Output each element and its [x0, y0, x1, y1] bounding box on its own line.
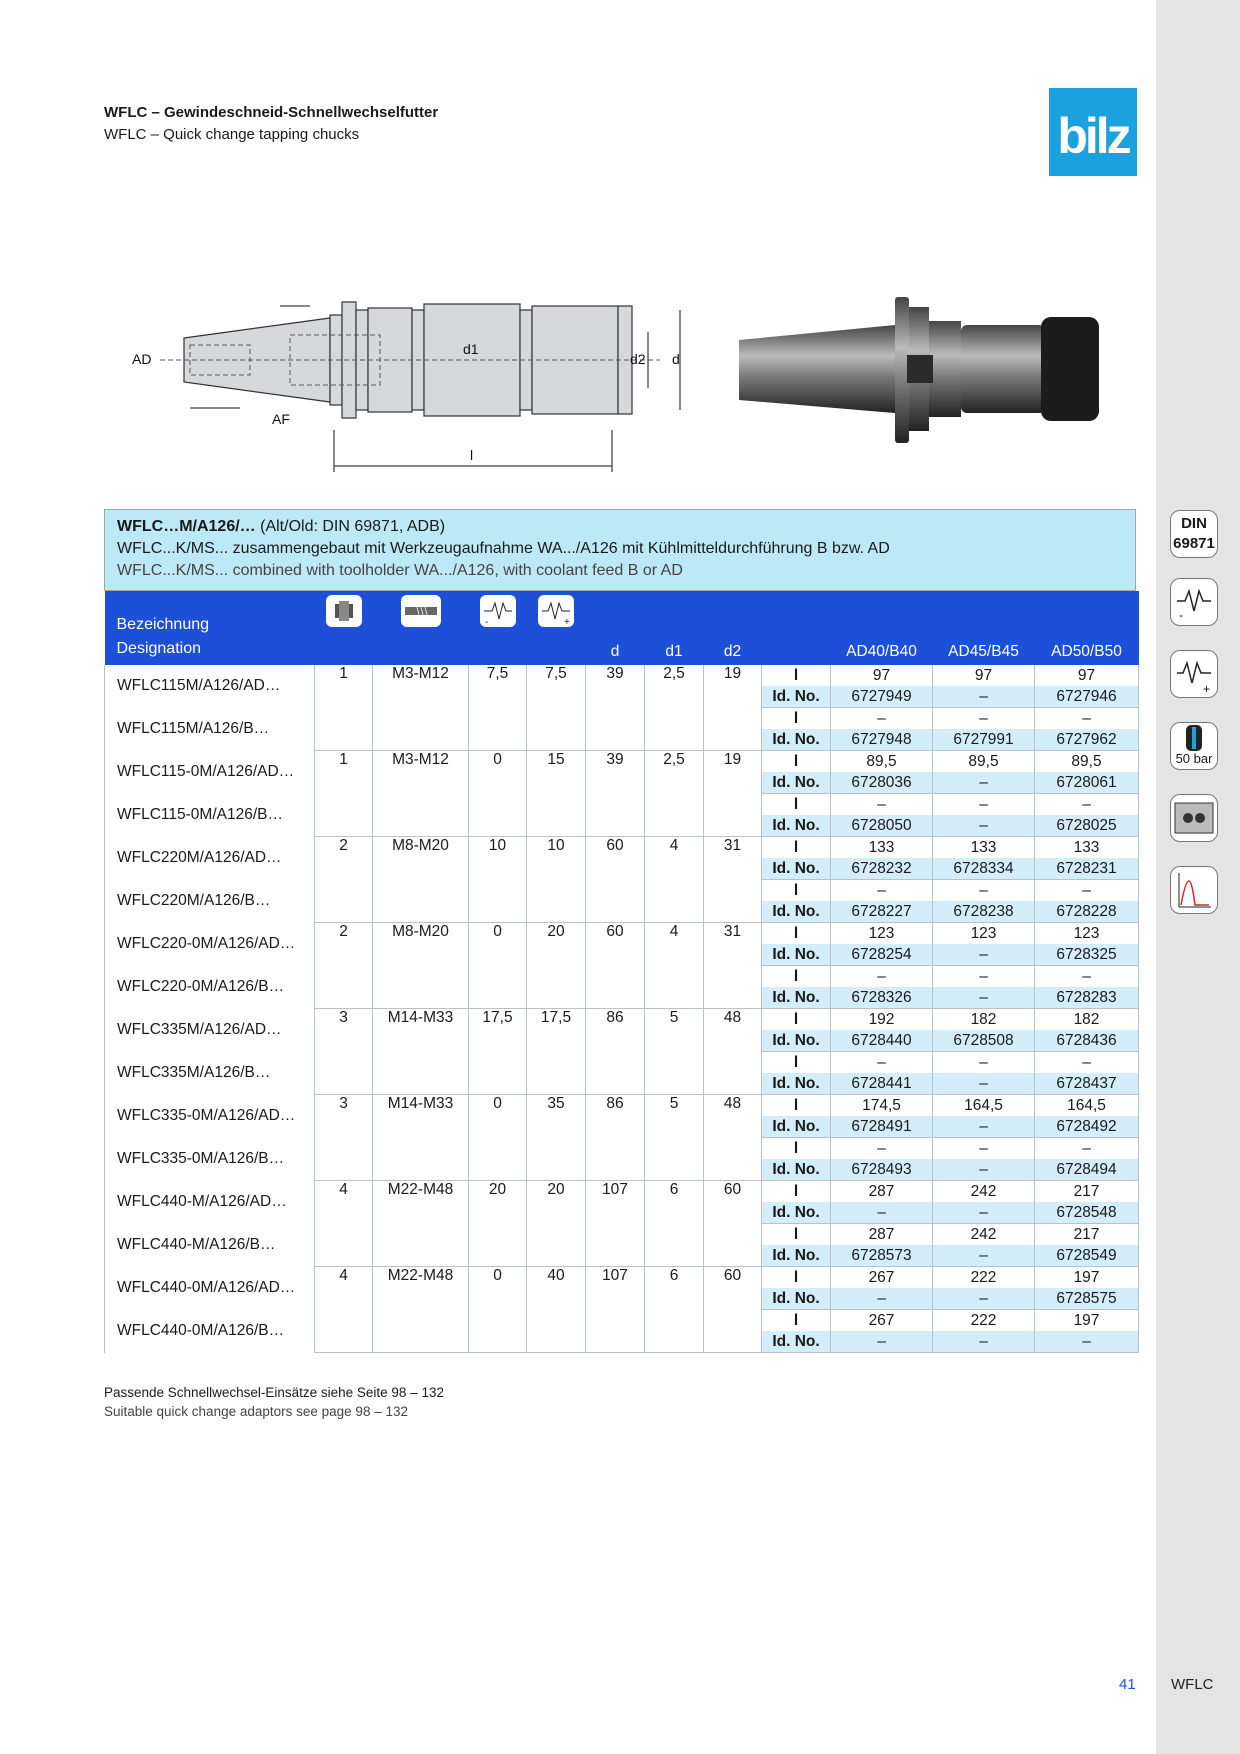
value-cell: –	[933, 708, 1035, 730]
range-cell: M8-M20	[373, 923, 469, 1009]
size-cell: 1	[315, 751, 373, 837]
value-cell: –	[831, 1331, 933, 1353]
d1-cell: 6	[645, 1181, 704, 1267]
id-no-label: Id. No.	[762, 1331, 831, 1353]
value-cell: 6728549	[1035, 1245, 1139, 1267]
value-cell: –	[831, 1288, 933, 1310]
value-cell: –	[933, 815, 1035, 837]
d2-cell: 48	[704, 1095, 762, 1181]
designation-header-en: Designation	[116, 640, 201, 657]
size-cell: 2	[315, 923, 373, 1009]
spec-old-ref: (Alt/Old: DIN 69871, ADB)	[255, 518, 446, 535]
designation-cell: WFLC220M/A126/B…	[105, 880, 315, 923]
exp-cell: 35	[527, 1095, 586, 1181]
label-ad: AD	[132, 351, 152, 367]
d1-cell: 2,5	[645, 751, 704, 837]
compression-icon	[1170, 578, 1218, 626]
title-de: WFLC – Gewindeschneid-Schnellwechselfutter	[104, 104, 439, 121]
length-label: l	[762, 966, 831, 988]
product-table	[104, 591, 1139, 1353]
length-label: l	[762, 1267, 831, 1289]
range-cell: M3-M12	[373, 751, 469, 837]
designation-header	[105, 591, 315, 665]
d-cell: 107	[586, 1181, 645, 1267]
exp-cell: 20	[527, 1181, 586, 1267]
title-en: WFLC – Quick change tapping chucks	[104, 126, 360, 143]
compression-icon	[480, 595, 516, 627]
bearing-icon	[1170, 794, 1218, 842]
table-row	[105, 1009, 1139, 1031]
value-cell: 6728036	[831, 772, 933, 794]
length-label: l	[762, 1310, 831, 1332]
value-cell: 6728436	[1035, 1030, 1139, 1052]
range-cell: M8-M20	[373, 837, 469, 923]
size-header	[315, 591, 373, 665]
d1-cell: 5	[645, 1095, 704, 1181]
length-label: l	[762, 1095, 831, 1117]
d1-cell: 4	[645, 837, 704, 923]
value-cell: 89,5	[831, 751, 933, 773]
d-cell: 39	[586, 665, 645, 751]
table-row	[105, 665, 1139, 686]
value-cell: 197	[1035, 1267, 1139, 1289]
d2-cell: 19	[704, 751, 762, 837]
product-table-body	[105, 665, 1139, 1353]
value-cell: 6727962	[1035, 729, 1139, 751]
value-cell: 217	[1035, 1224, 1139, 1246]
d2-header: d2	[704, 591, 762, 665]
range-header	[373, 591, 469, 665]
value-cell: 6727948	[831, 729, 933, 751]
value-cell: 6728227	[831, 901, 933, 923]
value-cell: –	[831, 1138, 933, 1160]
d-cell: 86	[586, 1009, 645, 1095]
designation-cell: WFLC220M/A126/AD…	[105, 837, 315, 880]
tap-icon	[401, 595, 441, 627]
length-label: l	[762, 1009, 831, 1031]
svg-text:-: -	[484, 617, 488, 627]
designation-cell: WFLC220-0M/A126/B…	[105, 966, 315, 1009]
value-cell: 6728334	[933, 858, 1035, 880]
value-cell: –	[933, 944, 1035, 966]
id-no-label: Id. No.	[762, 1030, 831, 1052]
comp-cell: 0	[469, 1267, 527, 1353]
table-row	[105, 1095, 1139, 1117]
value-cell: 97	[1035, 665, 1139, 686]
length-label: l	[762, 880, 831, 902]
d-cell: 39	[586, 751, 645, 837]
value-cell: 6728491	[831, 1116, 933, 1138]
value-cell: –	[933, 966, 1035, 988]
designation-cell: WFLC115-0M/A126/AD…	[105, 751, 315, 794]
designation-cell: WFLC335-0M/A126/B…	[105, 1138, 315, 1181]
value-cell: 267	[831, 1267, 933, 1289]
compression-header	[469, 591, 527, 665]
id-no-label: Id. No.	[762, 944, 831, 966]
table-row	[105, 1267, 1139, 1289]
value-cell: –	[933, 772, 1035, 794]
designation-cell: WFLC335M/A126/AD…	[105, 1009, 315, 1052]
label-header	[762, 591, 831, 665]
d2-cell: 60	[704, 1181, 762, 1267]
value-cell: 6728492	[1035, 1116, 1139, 1138]
d2-cell: 60	[704, 1267, 762, 1353]
designation-cell: WFLC115M/A126/AD…	[105, 665, 315, 708]
value-cell: 217	[1035, 1181, 1139, 1203]
spec-desc-de: WFLC...K/MS... zusammengebaut mit Werkzeugaufnahme WA.../A126 mit Kühlmitteldurchführung B bzw. AD	[117, 540, 890, 557]
value-cell: 267	[831, 1310, 933, 1332]
id-no-label: Id. No.	[762, 987, 831, 1009]
din-badge	[1170, 510, 1218, 558]
value-cell: –	[831, 794, 933, 816]
length-label: l	[762, 665, 831, 686]
value-cell: –	[933, 1288, 1035, 1310]
value-cell: 6728061	[1035, 772, 1139, 794]
length-label: l	[762, 751, 831, 773]
din-line1: DIN	[1181, 515, 1207, 532]
comp-cell: 0	[469, 923, 527, 1009]
length-label: l	[762, 1138, 831, 1160]
size-cell: 2	[315, 837, 373, 923]
comp-cell: 20	[469, 1181, 527, 1267]
designation-cell: WFLC440-0M/A126/B…	[105, 1310, 315, 1353]
expansion-header	[527, 591, 586, 665]
comp-cell: 10	[469, 837, 527, 923]
comp-cell: 17,5	[469, 1009, 527, 1095]
designation-cell: WFLC115M/A126/B…	[105, 708, 315, 751]
expansion-icon	[1170, 650, 1218, 698]
id-no-label: Id. No.	[762, 1288, 831, 1310]
ad40-header: AD40/B40	[831, 591, 933, 665]
designation-cell: WFLC440-M/A126/AD…	[105, 1181, 315, 1224]
value-cell: 97	[933, 665, 1035, 686]
bilz-logo: bilz	[1049, 88, 1137, 176]
length-label: l	[762, 837, 831, 859]
size-cell: 3	[315, 1095, 373, 1181]
svg-text:+: +	[564, 617, 570, 627]
value-cell: 133	[1035, 837, 1139, 859]
value-cell: 6728494	[1035, 1159, 1139, 1181]
value-cell: –	[933, 1202, 1035, 1224]
size-cell: 1	[315, 665, 373, 751]
length-label: l	[762, 923, 831, 945]
value-cell: 97	[831, 665, 933, 686]
footnote-de: Passende Schnellwechsel-Einsätze siehe Seite 98 – 132	[104, 1385, 444, 1400]
value-cell: 6728326	[831, 987, 933, 1009]
value-cell: 6728238	[933, 901, 1035, 923]
d2-cell: 31	[704, 923, 762, 1009]
value-cell: –	[1035, 794, 1139, 816]
value-cell: –	[933, 1116, 1035, 1138]
designation-cell: WFLC115-0M/A126/B…	[105, 794, 315, 837]
value-cell: –	[933, 1052, 1035, 1074]
range-cell: M14-M33	[373, 1009, 469, 1095]
ad50-header: AD50/B50	[1035, 591, 1139, 665]
range-cell: M22-M48	[373, 1181, 469, 1267]
table-row	[105, 923, 1139, 945]
value-cell: 89,5	[933, 751, 1035, 773]
size-icon	[326, 595, 362, 627]
id-no-label: Id. No.	[762, 1116, 831, 1138]
spec-desc-en: WFLC...K/MS... combined with toolholder WA.../A126, with coolant feed B or AD	[117, 562, 683, 579]
value-cell: 6728441	[831, 1073, 933, 1095]
range-cell: M22-M48	[373, 1267, 469, 1353]
footnote-en: Suitable quick change adaptors see page 98 – 132	[104, 1404, 408, 1419]
size-cell: 4	[315, 1267, 373, 1353]
value-cell: –	[933, 880, 1035, 902]
label-d1: d1	[463, 341, 479, 357]
value-cell: 6728228	[1035, 901, 1139, 923]
value-cell: 6727949	[831, 686, 933, 708]
label-d2: d2	[630, 351, 646, 367]
id-no-label: Id. No.	[762, 1245, 831, 1267]
id-no-label: Id. No.	[762, 1159, 831, 1181]
din-line2: 69871	[1173, 535, 1215, 552]
spec-code: WFLC…M/A126/…	[117, 518, 256, 535]
exp-cell: 17,5	[527, 1009, 586, 1095]
id-no-label: Id. No.	[762, 686, 831, 708]
length-label: l	[762, 794, 831, 816]
value-cell: 6728440	[831, 1030, 933, 1052]
d-header: d	[586, 591, 645, 665]
value-cell: –	[933, 1073, 1035, 1095]
value-cell: 6728573	[831, 1245, 933, 1267]
value-cell: –	[933, 1331, 1035, 1353]
value-cell: 123	[933, 923, 1035, 945]
value-cell: 182	[1035, 1009, 1139, 1031]
product-photo	[735, 295, 1105, 445]
d1-cell: 6	[645, 1267, 704, 1353]
d2-cell: 48	[704, 1009, 762, 1095]
id-no-label: Id. No.	[762, 1202, 831, 1224]
designation-cell: WFLC335M/A126/B…	[105, 1052, 315, 1095]
designation-cell: WFLC440-M/A126/B…	[105, 1224, 315, 1267]
value-cell: 192	[831, 1009, 933, 1031]
value-cell: –	[933, 1138, 1035, 1160]
bar-label: 50 bar	[1175, 751, 1213, 766]
value-cell: 6728232	[831, 858, 933, 880]
value-cell: 6728548	[1035, 1202, 1139, 1224]
value-cell: –	[933, 686, 1035, 708]
d-cell: 86	[586, 1095, 645, 1181]
value-cell: –	[831, 966, 933, 988]
value-cell: 242	[933, 1224, 1035, 1246]
value-cell: 6728575	[1035, 1288, 1139, 1310]
comp-cell: 7,5	[469, 665, 527, 751]
value-cell: 6728231	[1035, 858, 1139, 880]
exp-cell: 15	[527, 751, 586, 837]
d1-cell: 5	[645, 1009, 704, 1095]
designation-cell: WFLC335-0M/A126/AD…	[105, 1095, 315, 1138]
id-no-label: Id. No.	[762, 772, 831, 794]
value-cell: 222	[933, 1310, 1035, 1332]
d-cell: 60	[586, 923, 645, 1009]
value-cell: 164,5	[1035, 1095, 1139, 1117]
value-cell: 6728254	[831, 944, 933, 966]
value-cell: 133	[933, 837, 1035, 859]
value-cell: 287	[831, 1224, 933, 1246]
exp-cell: 20	[527, 923, 586, 1009]
value-cell: –	[933, 987, 1035, 1009]
size-cell: 4	[315, 1181, 373, 1267]
value-cell: 287	[831, 1181, 933, 1203]
value-cell: –	[1035, 966, 1139, 988]
value-cell: 6728325	[1035, 944, 1139, 966]
designation-cell: WFLC440-0M/A126/AD…	[105, 1267, 315, 1310]
value-cell: 222	[933, 1267, 1035, 1289]
value-cell: 182	[933, 1009, 1035, 1031]
label-d: d	[672, 351, 680, 367]
value-cell: 89,5	[1035, 751, 1139, 773]
range-cell: M14-M33	[373, 1095, 469, 1181]
length-label: l	[762, 1181, 831, 1203]
table-row	[105, 751, 1139, 773]
value-cell: 6728050	[831, 815, 933, 837]
exp-cell: 10	[527, 837, 586, 923]
value-cell: –	[933, 1159, 1035, 1181]
expansion-icon	[538, 595, 574, 627]
value-cell: –	[1035, 1138, 1139, 1160]
value-cell: –	[1035, 880, 1139, 902]
id-no-label: Id. No.	[762, 858, 831, 880]
value-cell: –	[933, 1245, 1035, 1267]
d2-cell: 31	[704, 837, 762, 923]
value-cell: –	[831, 880, 933, 902]
table-header-row	[105, 591, 1139, 665]
comp-cell: 0	[469, 751, 527, 837]
label-af: AF	[272, 411, 290, 427]
value-cell: 174,5	[831, 1095, 933, 1117]
range-cell: M3-M12	[373, 665, 469, 751]
value-cell: 6728493	[831, 1159, 933, 1181]
value-cell: 6728283	[1035, 987, 1139, 1009]
page-title	[104, 102, 438, 146]
ad45-header: AD45/B45	[933, 591, 1035, 665]
footnote	[104, 1383, 444, 1421]
d1-cell: 2,5	[645, 665, 704, 751]
value-cell: 164,5	[933, 1095, 1035, 1117]
designation-header-de: Bezeichnung	[116, 616, 210, 633]
comp-cell: 0	[469, 1095, 527, 1181]
label-l: l	[470, 447, 474, 463]
d-cell: 107	[586, 1267, 645, 1353]
value-cell: 6728437	[1035, 1073, 1139, 1095]
section-label: WFLC	[1171, 1676, 1214, 1693]
id-no-label: Id. No.	[762, 901, 831, 923]
d1-header: d1	[645, 591, 704, 665]
value-cell: –	[831, 708, 933, 730]
value-cell: 197	[1035, 1310, 1139, 1332]
designation-cell: WFLC220-0M/A126/AD…	[105, 923, 315, 966]
value-cell: 6728025	[1035, 815, 1139, 837]
coolant-pressure-icon	[1170, 722, 1218, 770]
page-number: 41	[1119, 1676, 1136, 1693]
svg-text:-: -	[1179, 608, 1183, 622]
value-cell: 133	[831, 837, 933, 859]
value-cell: –	[1035, 708, 1139, 730]
length-label: l	[762, 1052, 831, 1074]
length-label: l	[762, 708, 831, 730]
value-cell: 6727946	[1035, 686, 1139, 708]
id-no-label: Id. No.	[762, 815, 831, 837]
value-cell: –	[831, 1202, 933, 1224]
d-cell: 60	[586, 837, 645, 923]
value-cell: 6728508	[933, 1030, 1035, 1052]
technical-drawing	[120, 290, 700, 490]
size-cell: 3	[315, 1009, 373, 1095]
value-cell: 242	[933, 1181, 1035, 1203]
exp-cell: 40	[527, 1267, 586, 1353]
torque-curve-icon	[1170, 866, 1218, 914]
table-row	[105, 1181, 1139, 1203]
value-cell: –	[1035, 1052, 1139, 1074]
length-label: l	[762, 1224, 831, 1246]
value-cell: 123	[1035, 923, 1139, 945]
value-cell: –	[831, 1052, 933, 1074]
id-no-label: Id. No.	[762, 729, 831, 751]
value-cell: –	[933, 794, 1035, 816]
svg-text:+: +	[1203, 682, 1211, 696]
exp-cell: 7,5	[527, 665, 586, 751]
value-cell: –	[1035, 1331, 1139, 1353]
value-cell: 123	[831, 923, 933, 945]
d2-cell: 19	[704, 665, 762, 751]
spec-header	[104, 509, 1136, 591]
value-cell: 6727991	[933, 729, 1035, 751]
table-row	[105, 837, 1139, 859]
id-no-label: Id. No.	[762, 1073, 831, 1095]
d1-cell: 4	[645, 923, 704, 1009]
